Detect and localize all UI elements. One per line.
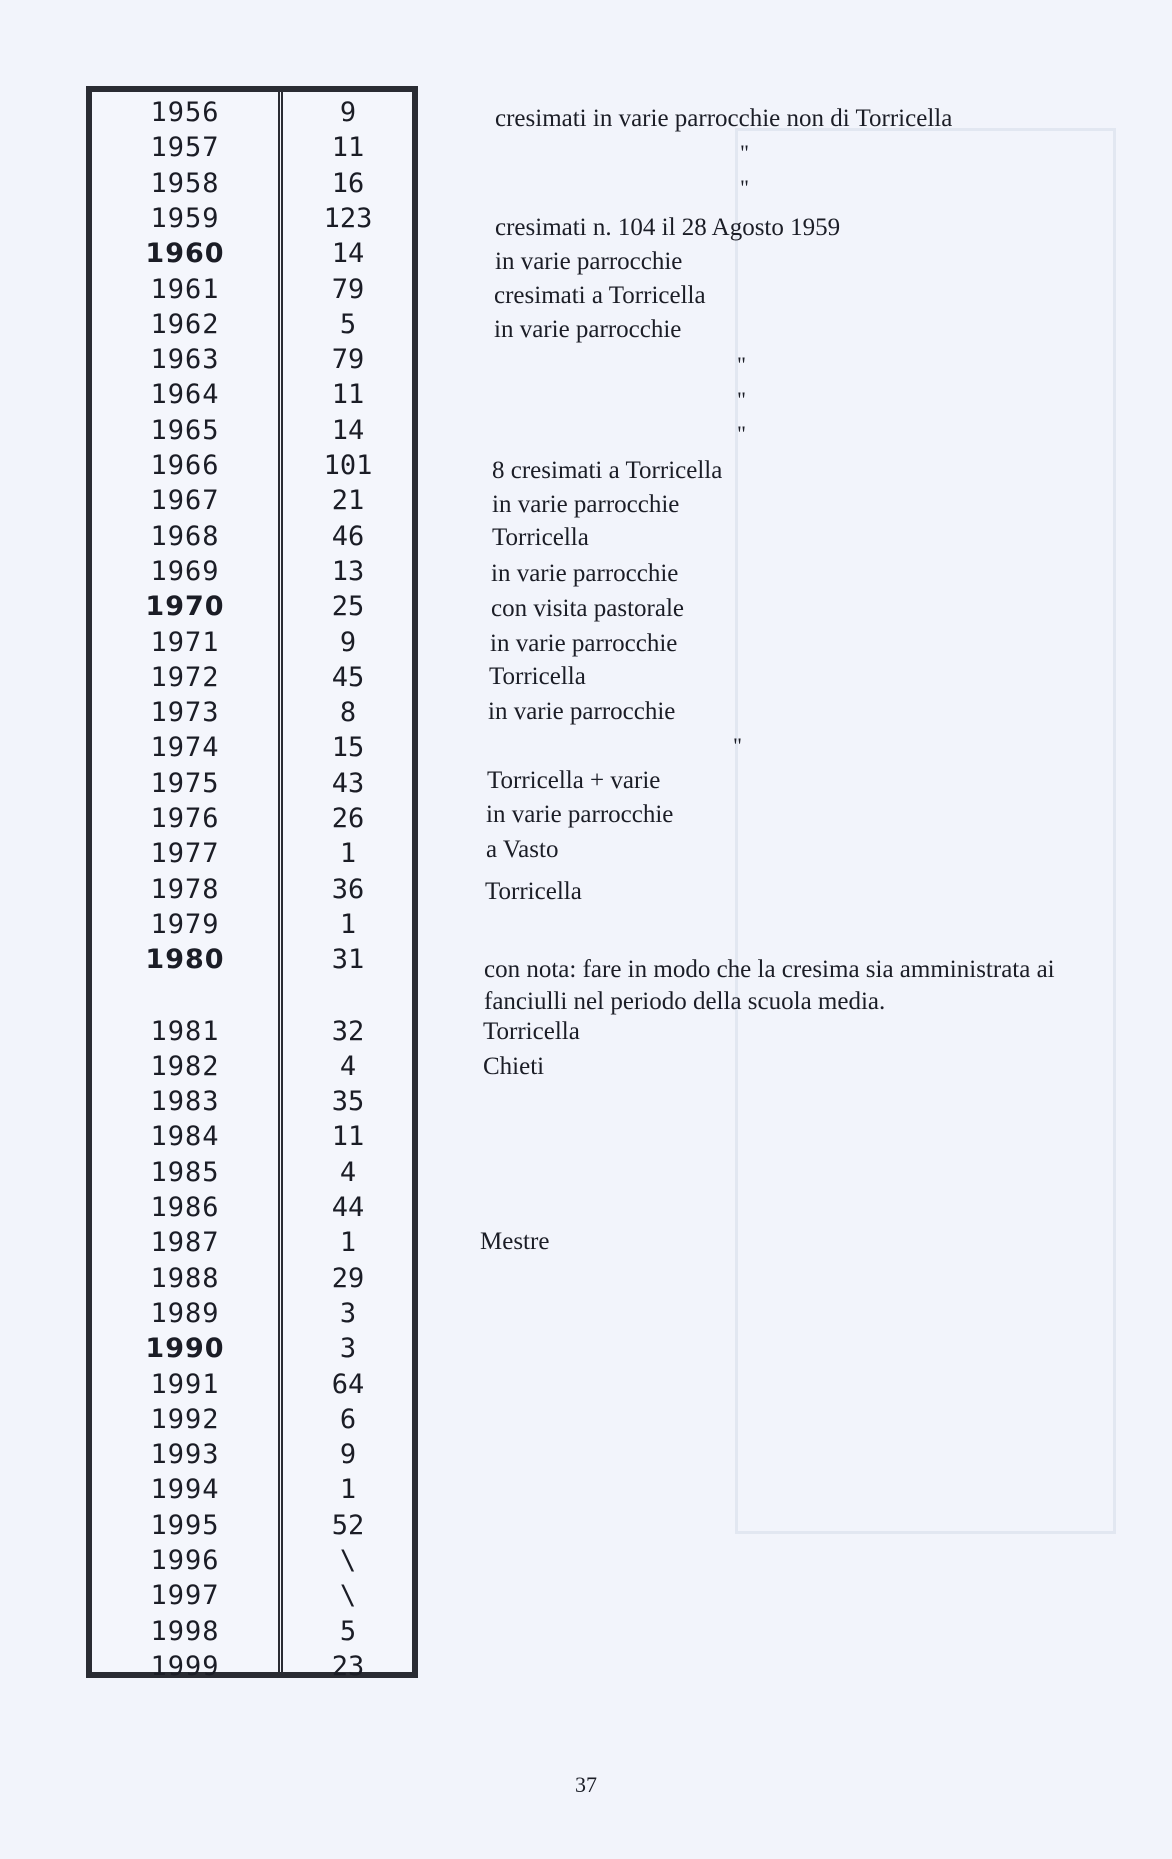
table-row (92, 413, 412, 448)
count-cell: 13 (331, 555, 365, 587)
count-cell: 11 (331, 379, 365, 411)
note-1975: Torricella + varie (487, 767, 661, 794)
note-1967: in varie parrocchie (492, 491, 680, 518)
count-cell: 1 (339, 908, 357, 940)
count-cell: 3 (339, 1297, 357, 1329)
count-cell: 5 (339, 1615, 357, 1647)
year-cell: 1998 (150, 1615, 220, 1647)
year-cell: 1986 (150, 1192, 220, 1223)
table-row (92, 130, 412, 165)
table-row (92, 1014, 412, 1049)
ditto-mark-1974: " (733, 733, 742, 758)
count-cell: 5 (339, 308, 357, 340)
year-cell: 1973 (150, 697, 220, 729)
count-cell: 9 (339, 97, 357, 128)
year-cell: 1984 (150, 1121, 220, 1153)
note-1987: Mestre (480, 1228, 550, 1255)
table-row (92, 95, 412, 130)
table-row (92, 1225, 412, 1260)
count-cell: 6 (339, 1403, 357, 1435)
count-cell: 21 (331, 485, 365, 517)
count-cell: 15 (331, 732, 365, 764)
table-row (92, 519, 412, 554)
year-cell: 1996 (150, 1545, 220, 1576)
count-cell: \ (339, 1545, 357, 1576)
count-cell: 1 (339, 838, 357, 870)
year-cell: 1997 (150, 1580, 220, 1612)
year-cell: 1987 (150, 1227, 220, 1259)
year-cell: 1978 (150, 873, 220, 905)
note-1968: Torricella (492, 524, 589, 551)
count-cell: 44 (331, 1192, 365, 1223)
note-1970: con visita pastorale (491, 595, 684, 622)
year-cell: 1980 (145, 944, 225, 976)
note-1971: in varie parrocchie (490, 630, 678, 657)
year-cell: 1990 (145, 1333, 225, 1365)
year-cell: 1972 (150, 661, 220, 693)
count-cell: 11 (331, 1121, 365, 1153)
count-cell: 1 (339, 1227, 357, 1259)
year-cell: 1985 (150, 1156, 220, 1188)
table-row (92, 1472, 412, 1507)
table-row (92, 766, 412, 801)
table-row (92, 801, 412, 836)
table-row (92, 1119, 412, 1154)
year-cell: 1993 (150, 1439, 220, 1471)
year-cell: 1988 (150, 1262, 220, 1294)
table-row (92, 695, 412, 730)
table-row (92, 166, 412, 201)
table-row (92, 1190, 412, 1225)
note-1966: 8 cresimati a Torricella (492, 457, 723, 484)
note-1959: cresimati n. 104 il 28 Agosto 1959 (495, 214, 841, 241)
note-1980-line1: con nota: fare in modo che la cresima sia amministrata ai (484, 956, 1055, 983)
year-cell: 1976 (150, 803, 220, 834)
table-row (92, 236, 412, 271)
ditto-mark-1965: " (737, 421, 746, 446)
year-cell: 1982 (150, 1050, 220, 1082)
count-cell: 16 (331, 167, 365, 199)
note-1960: in varie parrocchie (495, 248, 683, 275)
year-cell: 1977 (150, 838, 220, 870)
note-1956: cresimati in varie parrocchie non di Torricella (495, 105, 953, 132)
table-row (92, 1437, 412, 1472)
table-row (92, 730, 412, 765)
count-cell: 123 (323, 202, 373, 234)
year-cell: 1959 (150, 202, 220, 234)
year-cell: 1983 (150, 1086, 220, 1118)
table-row (92, 483, 412, 518)
year-cell: 1970 (145, 591, 225, 623)
note-1978: Torricella (485, 878, 582, 905)
year-cell: 1991 (150, 1368, 220, 1400)
count-cell: 36 (331, 873, 365, 905)
table-row (92, 872, 412, 907)
table-row (92, 589, 412, 624)
count-cell: 9 (339, 1439, 357, 1471)
year-cell: 1962 (150, 308, 220, 340)
count-cell: \ (339, 1580, 357, 1612)
year-cell: 1960 (145, 238, 225, 270)
year-cell: 1968 (150, 520, 220, 552)
count-cell: 64 (331, 1368, 365, 1400)
table-row (92, 554, 412, 589)
note-1976: in varie parrocchie (486, 801, 674, 828)
count-cell: 29 (331, 1262, 365, 1294)
ditto-mark-1963: " (737, 352, 746, 377)
year-cell: 1961 (150, 273, 220, 305)
count-cell: 4 (339, 1050, 357, 1082)
count-cell: 43 (331, 767, 365, 799)
year-cell: 1971 (150, 626, 220, 658)
note-1962: in varie parrocchie (494, 316, 682, 343)
table-row (92, 1049, 412, 1084)
year-cell: 1981 (150, 1015, 220, 1047)
year-cell: 1957 (150, 132, 220, 164)
note-1969: in varie parrocchie (491, 560, 679, 587)
note-1973: in varie parrocchie (488, 698, 676, 725)
year-cell: 1995 (150, 1509, 220, 1541)
count-cell: 31 (331, 944, 365, 976)
year-cell: 1992 (150, 1403, 220, 1435)
count-cell: 32 (331, 1015, 365, 1047)
year-cell: 1958 (150, 167, 220, 199)
confirmations-table (86, 86, 418, 1682)
year-cell: 1989 (150, 1297, 220, 1329)
count-cell: 8 (339, 697, 357, 729)
year-cell: 1999 (150, 1650, 220, 1682)
table-row (92, 942, 412, 977)
table-row (92, 1084, 412, 1119)
table-row (92, 836, 412, 871)
count-cell: 79 (331, 273, 365, 305)
count-cell: 14 (331, 414, 365, 446)
count-cell: 46 (331, 520, 365, 552)
ditto-mark-1957: " (740, 140, 749, 165)
table-row (92, 201, 412, 236)
note-1982: Chieti (483, 1053, 545, 1080)
table-row (92, 1649, 412, 1684)
count-cell: 45 (331, 661, 365, 693)
year-cell: 1969 (150, 555, 220, 587)
note-1972: Torricella (489, 663, 586, 690)
year-cell: 1963 (150, 344, 220, 376)
count-cell: 79 (331, 344, 365, 376)
count-cell: 35 (331, 1086, 365, 1118)
count-cell: 26 (331, 803, 365, 834)
table-row (92, 907, 412, 942)
count-cell: 23 (331, 1650, 365, 1682)
year-cell: 1974 (150, 732, 220, 764)
table-row (92, 1578, 412, 1613)
year-cell: 1964 (150, 379, 220, 411)
year-cell: 1979 (150, 908, 220, 940)
table-row (92, 625, 412, 660)
table-row (92, 272, 412, 307)
table-row (92, 1614, 412, 1649)
ditto-mark-1964: " (737, 387, 746, 412)
table-row (92, 342, 412, 377)
table-row (92, 1543, 412, 1578)
year-cell: 1967 (150, 485, 220, 517)
table-row (92, 1296, 412, 1331)
table-row (92, 1261, 412, 1296)
table-row (92, 377, 412, 412)
count-cell: 52 (331, 1509, 365, 1541)
table-row (92, 1367, 412, 1402)
year-cell: 1956 (150, 97, 220, 128)
table-row (92, 1331, 412, 1366)
year-cell: 1994 (150, 1474, 220, 1506)
table-row (92, 1155, 412, 1190)
table-row (92, 660, 412, 695)
year-cell: 1975 (150, 767, 220, 799)
ditto-mark-1958: " (740, 175, 749, 200)
table-row (92, 448, 412, 483)
count-cell: 11 (331, 132, 365, 164)
count-cell: 101 (323, 450, 373, 481)
count-cell: 4 (339, 1156, 357, 1188)
table-row (92, 1402, 412, 1437)
count-cell: 14 (331, 238, 365, 270)
bleed-through-frame (735, 128, 1116, 1534)
year-cell: 1965 (150, 414, 220, 446)
count-cell: 25 (331, 591, 365, 623)
count-cell: 9 (339, 626, 357, 658)
table-row (92, 307, 412, 342)
page-number: 37 (575, 1772, 597, 1797)
count-cell: 1 (339, 1474, 357, 1506)
note-1961: cresimati a Torricella (494, 282, 706, 309)
note-1980-line2: fanciulli nel periodo della scuola media. (484, 988, 886, 1015)
note-1977: a Vasto (486, 836, 559, 863)
note-1981: Torricella (483, 1018, 580, 1045)
count-cell: 3 (339, 1333, 357, 1365)
year-cell: 1966 (150, 450, 220, 481)
table-row (92, 1508, 412, 1543)
